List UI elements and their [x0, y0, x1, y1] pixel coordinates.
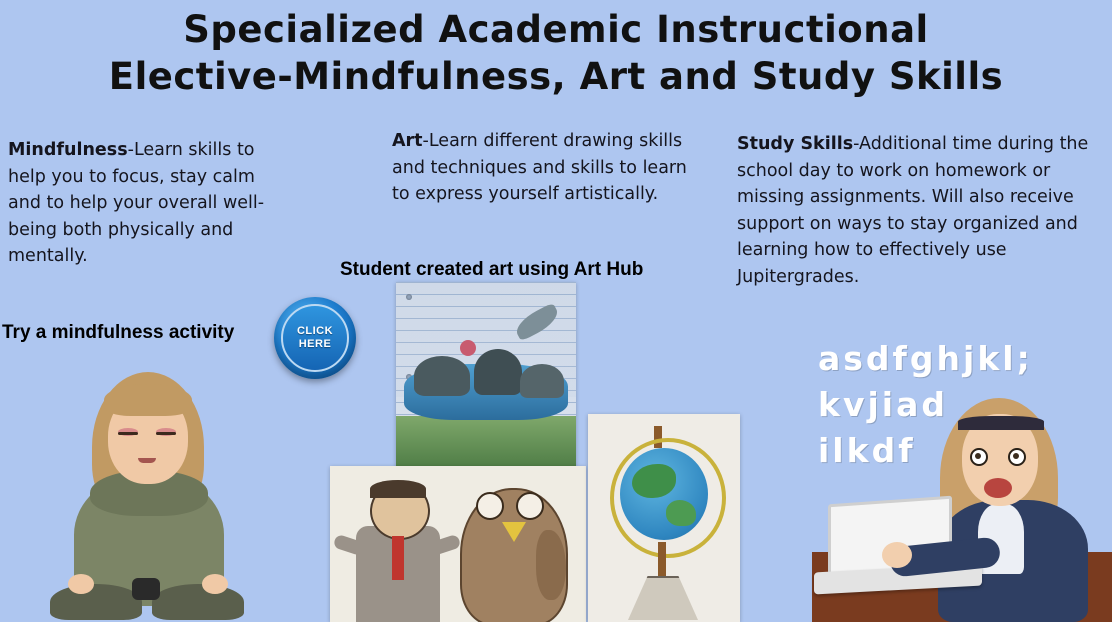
artwork-ground	[396, 416, 576, 468]
title-line-2: Elective-Mindfulness, Art and Study Skills	[108, 55, 1004, 98]
click-here-line-1: CLICK	[296, 325, 334, 337]
artwork-man-hair	[370, 480, 426, 498]
handwriting-line-1: asdfghjkl;	[818, 339, 1033, 378]
meditating-avatar	[34, 366, 264, 622]
avatar-hand	[202, 574, 228, 594]
avatar-mouth	[984, 478, 1012, 498]
artwork-globe-pole	[658, 542, 666, 578]
avatar-mouth	[138, 458, 156, 463]
avatar-pupil	[1013, 453, 1019, 459]
art-heading: Art	[392, 131, 423, 151]
handwriting-line-2: kvjiad	[818, 385, 948, 424]
artwork-globe-base	[628, 576, 698, 620]
artwork-creature-eye	[516, 492, 544, 520]
study-skills-body: -Additional time during the school day to work on homework or missing assignments. Will also receive support on ways to stay organized and learning how to effectively use Jupitergrades.	[737, 134, 1089, 287]
artwork-globe-landmass	[666, 500, 696, 526]
avatar-leg	[152, 584, 244, 620]
avatar-hand	[882, 542, 912, 568]
avatar-watch	[132, 578, 160, 600]
study-skills-column	[737, 131, 1102, 290]
avatar-pupil	[975, 453, 981, 459]
avatar-hand	[68, 574, 94, 594]
avatar-eyelash	[118, 432, 138, 435]
artwork-rock	[520, 364, 564, 398]
page-title	[0, 6, 1112, 100]
click-here-button-inner	[281, 304, 349, 372]
artwork-creature-eye	[476, 492, 504, 520]
click-here-line-2: HERE	[298, 338, 332, 350]
artwork-characters-image	[330, 466, 586, 622]
artwork-rock	[474, 349, 522, 395]
artwork-cherry	[460, 340, 476, 356]
artwork-man-tie	[392, 536, 404, 580]
study-skills-heading: Study Skills	[737, 134, 854, 154]
mindfulness-column	[8, 137, 293, 270]
avatar-fringe	[104, 384, 192, 416]
artwork-globe-image	[588, 414, 740, 622]
mindfulness-activity-label: Try a mindfulness activity	[2, 322, 235, 343]
laptop-avatar	[812, 392, 1112, 622]
art-body: -Learn different drawing skills and techniques and skills to learn to express yourself artistically.	[392, 131, 687, 204]
artwork-rock	[414, 356, 470, 396]
student-art-caption: Student created art using Art Hub	[340, 259, 644, 280]
avatar-headband	[958, 416, 1044, 430]
mindfulness-body: -Learn skills to help you to focus, stay calm and to help your overall well-being both physically and mentally.	[8, 140, 265, 266]
art-column	[392, 128, 692, 208]
title-line-1: Specialized Academic Instructional	[183, 8, 929, 51]
avatar-leg	[50, 584, 142, 620]
artwork-creature-beak	[502, 522, 526, 542]
mindfulness-heading: Mindfulness	[8, 140, 128, 160]
handwriting-line-3: ilkdf	[818, 431, 916, 470]
paper-hole-icon	[406, 294, 412, 300]
click-here-button[interactable]	[274, 297, 356, 379]
artwork-landscape-image	[396, 282, 576, 468]
avatar-eyelash	[156, 432, 176, 435]
